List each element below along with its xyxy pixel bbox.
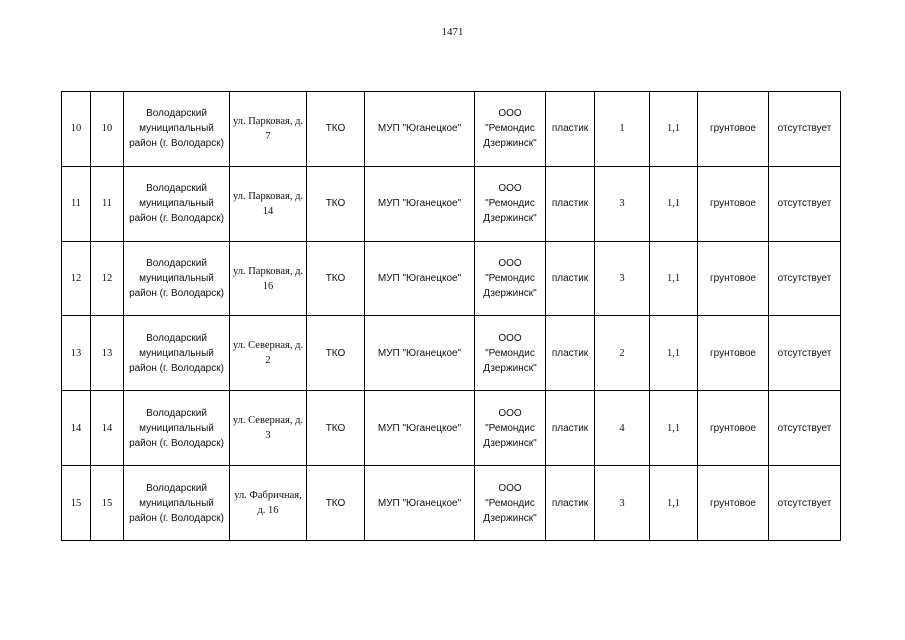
table-row (62, 391, 841, 466)
container-volume-cell: 1,1 (650, 466, 698, 541)
owner-cell: МУП "Юганецкое" (365, 92, 475, 167)
container-count-cell: 3 (595, 166, 650, 241)
material-cell: пластик (546, 316, 595, 391)
district-cell: Володарский муниципальный район (г. Володарск) (124, 92, 230, 167)
container-volume-cell: 1,1 (650, 166, 698, 241)
site-number-cell: 14 (91, 391, 124, 466)
waste-type-cell: ТКО (307, 92, 365, 167)
surface-cell: грунтовое (698, 92, 769, 167)
operator-cell: ООО "Ремондис Дзержинск" (475, 391, 546, 466)
district-cell: Володарский муниципальный район (г. Володарск) (124, 316, 230, 391)
district-cell: Володарский муниципальный район (г. Володарск) (124, 241, 230, 316)
district-cell: Володарский муниципальный район (г. Володарск) (124, 466, 230, 541)
container-count-cell: 3 (595, 241, 650, 316)
container-volume-cell: 1,1 (650, 92, 698, 167)
table-row (62, 166, 841, 241)
table-row (62, 92, 841, 167)
surface-cell: грунтовое (698, 391, 769, 466)
container-count-cell: 2 (595, 316, 650, 391)
container-volume-cell: 1,1 (650, 241, 698, 316)
table-row (62, 316, 841, 391)
material-cell: пластик (546, 391, 595, 466)
site-number-cell: 15 (91, 466, 124, 541)
table-row (62, 466, 841, 541)
operator-cell: ООО "Ремондис Дзержинск" (475, 166, 546, 241)
row-number-cell: 12 (62, 241, 91, 316)
site-number-cell: 12 (91, 241, 124, 316)
address-cell: ул. Северная, д. 2 (230, 316, 307, 391)
container-volume-cell: 1,1 (650, 391, 698, 466)
surface-cell: грунтовое (698, 166, 769, 241)
owner-cell: МУП "Юганецкое" (365, 466, 475, 541)
container-count-cell: 3 (595, 466, 650, 541)
fence-cell: отсутствует (769, 92, 841, 167)
operator-cell: ООО "Ремондис Дзержинск" (475, 466, 546, 541)
district-cell: Володарский муниципальный район (г. Володарск) (124, 391, 230, 466)
site-number-cell: 13 (91, 316, 124, 391)
surface-cell: грунтовое (698, 466, 769, 541)
material-cell: пластик (546, 166, 595, 241)
waste-type-cell: ТКО (307, 166, 365, 241)
surface-cell: грунтовое (698, 241, 769, 316)
material-cell: пластик (546, 92, 595, 167)
container-count-cell: 4 (595, 391, 650, 466)
address-cell: ул. Парковая, д. 14 (230, 166, 307, 241)
row-number-cell: 11 (62, 166, 91, 241)
row-number-cell: 14 (62, 391, 91, 466)
site-number-cell: 10 (91, 92, 124, 167)
address-cell: ул. Фабричная, д. 16 (230, 466, 307, 541)
operator-cell: ООО "Ремондис Дзержинск" (475, 316, 546, 391)
owner-cell: МУП "Юганецкое" (365, 391, 475, 466)
owner-cell: МУП "Юганецкое" (365, 316, 475, 391)
address-cell: ул. Северная, д. 3 (230, 391, 307, 466)
operator-cell: ООО "Ремондис Дзержинск" (475, 92, 546, 167)
container-count-cell: 1 (595, 92, 650, 167)
district-cell: Володарский муниципальный район (г. Володарск) (124, 166, 230, 241)
container-volume-cell: 1,1 (650, 316, 698, 391)
fence-cell: отсутствует (769, 166, 841, 241)
row-number-cell: 15 (62, 466, 91, 541)
site-number-cell: 11 (91, 166, 124, 241)
material-cell: пластик (546, 466, 595, 541)
row-number-cell: 10 (62, 92, 91, 167)
waste-type-cell: ТКО (307, 241, 365, 316)
operator-cell: ООО "Ремондис Дзержинск" (475, 241, 546, 316)
surface-cell: грунтовое (698, 316, 769, 391)
waste-sites-table (61, 91, 841, 541)
page-number: 1471 (441, 26, 464, 38)
waste-type-cell: ТКО (307, 466, 365, 541)
material-cell: пластик (546, 241, 595, 316)
owner-cell: МУП "Юганецкое" (365, 241, 475, 316)
fence-cell: отсутствует (769, 391, 841, 466)
fence-cell: отсутствует (769, 466, 841, 541)
fence-cell: отсутствует (769, 316, 841, 391)
waste-type-cell: ТКО (307, 391, 365, 466)
address-cell: ул. Парковая, д. 16 (230, 241, 307, 316)
fence-cell: отсутствует (769, 241, 841, 316)
address-cell: ул. Парковая, д. 7 (230, 92, 307, 167)
owner-cell: МУП "Юганецкое" (365, 166, 475, 241)
waste-type-cell: ТКО (307, 316, 365, 391)
row-number-cell: 13 (62, 316, 91, 391)
table-row (62, 241, 841, 316)
